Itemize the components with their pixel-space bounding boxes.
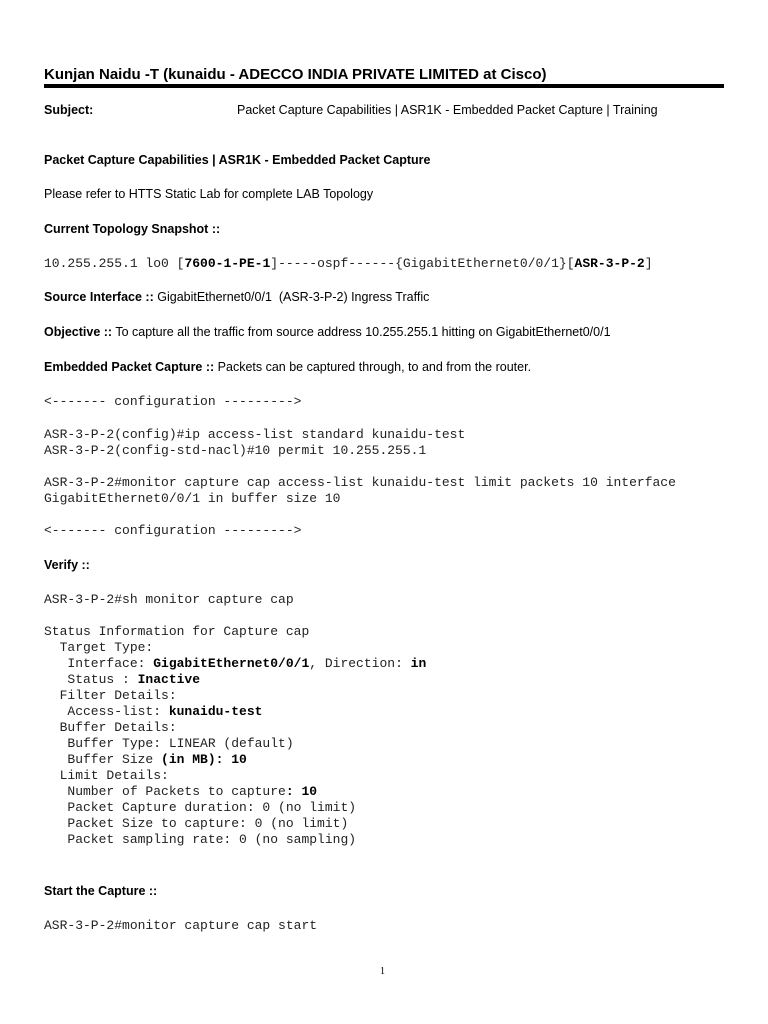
monitor-command-cont: GigabitEthernet0/0/1 in buffer size 10 [44,491,341,506]
page-number: 1 [380,966,385,977]
packets-sep: : [285,784,302,799]
buffer-details: Buffer Details: [44,720,177,735]
topology-pre: 10.255.255.1 lo0 [ [44,256,185,271]
buffer-size-line [44,752,247,767]
topology-label: Current Topology Snapshot :: [44,222,221,236]
direction-value: in [410,656,427,671]
source-interface-value: GigabitEthernet0/0/1 (ASR-3-P-2) Ingress Traffic [153,290,430,304]
topology-mid: ]-----ospf------{GigabitEthernet0/0/1}[ [270,256,575,271]
config-marker: <------- configuration ---------> [44,394,302,409]
buffer-size-value: 10 [231,752,247,767]
topology-line [44,256,653,271]
limit-details: Limit Details: [44,768,169,783]
monitor-command: ASR-3-P-2#monitor capture cap access-list kunaidu-test limit packets 10 interface [44,475,676,490]
acl-value: kunaidu-test [168,704,263,719]
target-type: Target Type: [44,640,154,655]
packet-size: Packet Size to capture: 0 (no limit) [44,816,349,831]
device-7600: 7600-1-PE-1 [184,256,271,271]
source-interface-label: Source Interface :: [44,290,154,304]
status-value: Inactive [137,672,201,687]
source-interface-line [44,290,429,304]
verify-label: Verify :: [44,558,90,572]
section-heading: Packet Capture Capabilities | ASR1K - Embedded Packet Capture [44,153,431,167]
direction-label: , Direction: [309,656,411,671]
device-asr: ASR-3-P-2 [574,256,645,271]
topology-post: ] [644,256,653,271]
page-title: Kunjan Naidu -T (kunaidu - ADECCO INDIA PRIVATE LIMITED at Cisco) [44,66,547,83]
start-command: ASR-3-P-2#monitor capture cap start [44,918,318,933]
filter-details: Filter Details: [44,688,177,703]
verify-command: ASR-3-P-2#sh monitor capture cap [44,592,294,607]
capture-duration: Packet Capture duration: 0 (no limit) [44,800,357,815]
buffer-size-sep: : [215,752,232,767]
objective-line [44,325,611,339]
interface-line [44,656,426,671]
packets-line [44,784,317,799]
packets-label: Number of Packets to capture [44,784,286,799]
buffer-size-unit: (in MB) [161,752,216,767]
acl-label: Access-list: [44,704,169,719]
epc-value: Packets can be captured through, to and from the router. [214,360,532,374]
buffer-type: Buffer Type: LINEAR (default) [44,736,294,751]
epc-line [44,360,531,374]
subject-value: Packet Capture Capabilities | ASR1K - Embedded Packet Capture | Training [237,103,658,117]
sampling-rate: Packet sampling rate: 0 (no sampling) [44,832,357,847]
header-divider [44,84,724,88]
config-line: ASR-3-P-2(config)#ip access-list standard kunaidu-test [44,427,466,442]
status-label: Status : [44,672,138,687]
objective-value: To capture all the traffic from source address 10.255.255.1 hitting on GigabitEthernet0/0/1 [112,325,611,339]
interface-value: GigabitEthernet0/0/1 [153,656,310,671]
config-marker: <------- configuration ---------> [44,523,302,538]
acl-line [44,704,262,719]
buffer-size-label: Buffer Size [44,752,162,767]
packets-value: 10 [301,784,318,799]
interface-label: Interface: [44,656,154,671]
start-label: Start the Capture :: [44,884,158,898]
epc-label: Embedded Packet Capture :: [44,360,215,374]
config-line: ASR-3-P-2(config-std-nacl)#10 permit 10.255.255.1 [44,443,427,458]
objective-label: Objective :: [44,325,113,339]
status-line [44,672,200,687]
status-title: Status Information for Capture cap [44,624,310,639]
subject-label: Subject: [44,103,94,117]
refer-note: Please refer to HTTS Static Lab for complete LAB Topology [44,187,374,201]
